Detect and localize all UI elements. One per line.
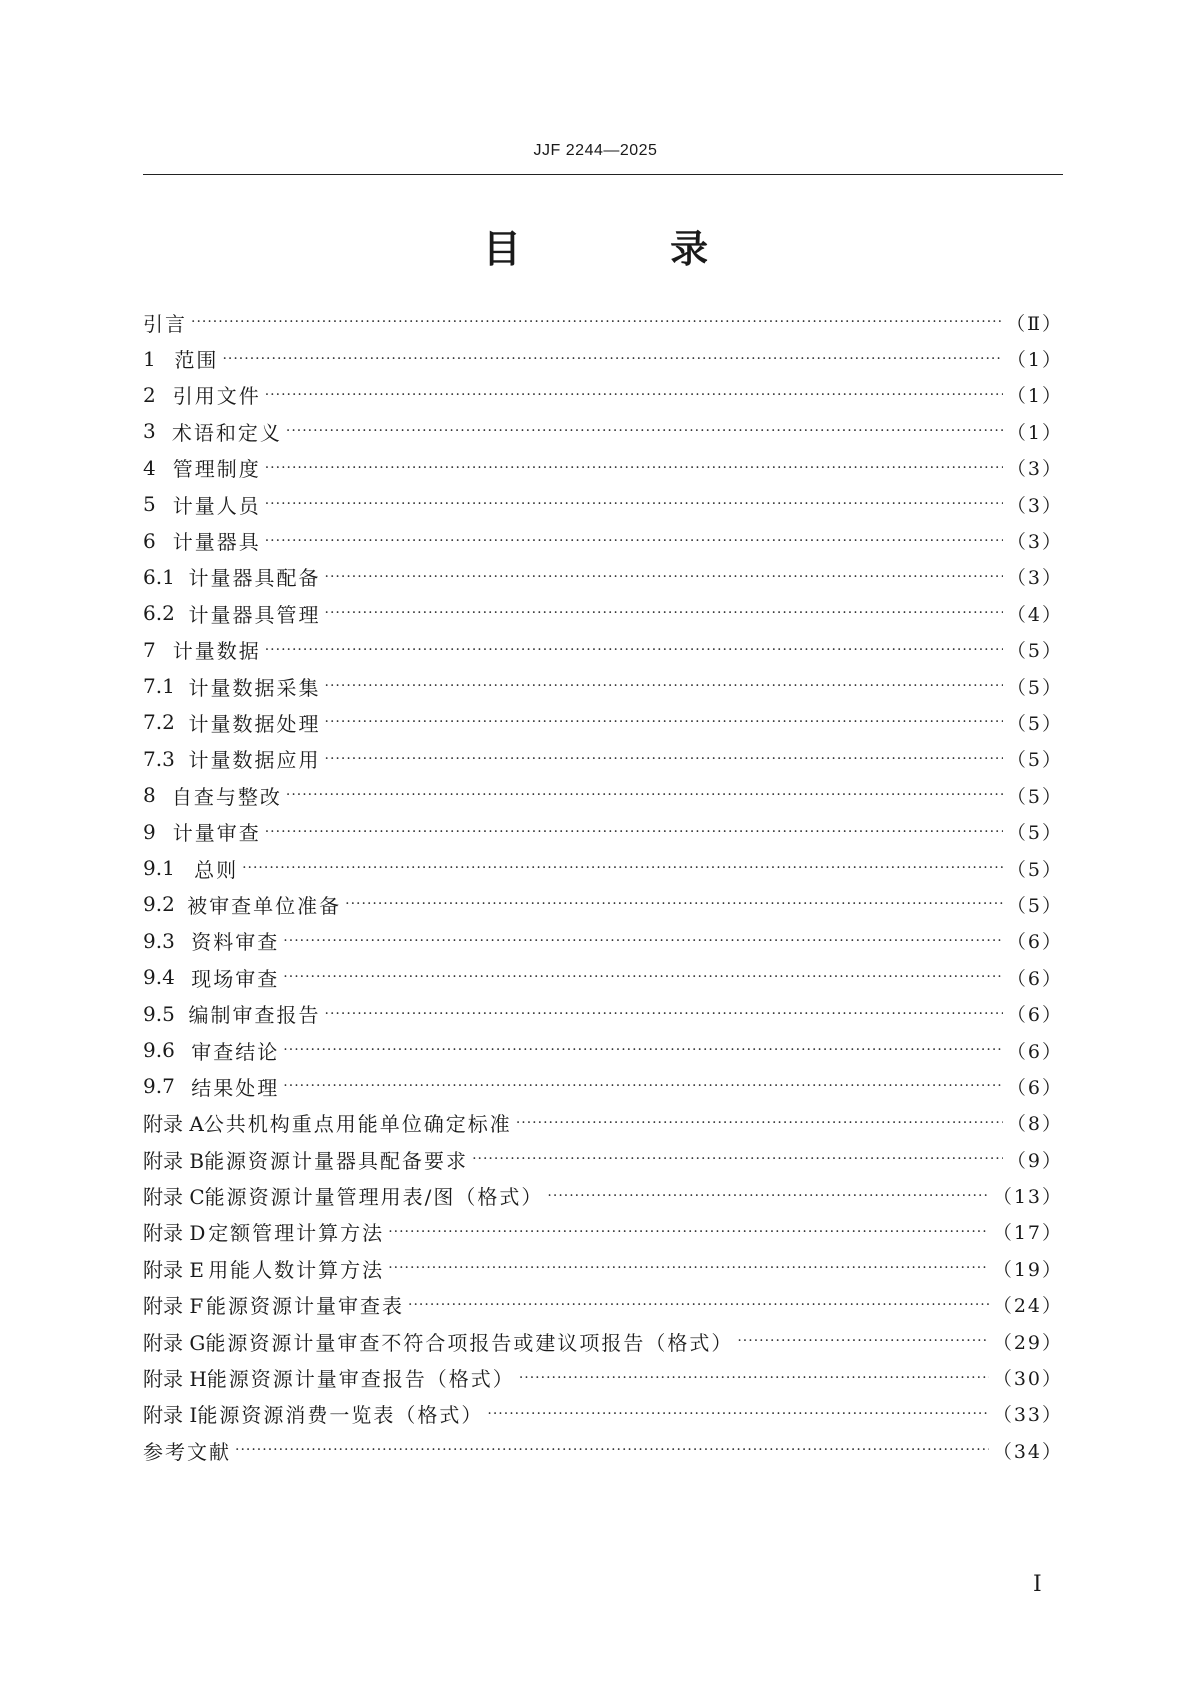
toc-entry-number: 附录 A: [143, 1112, 204, 1137]
toc-entry-label: 审查结论: [191, 1039, 280, 1064]
dot-leader: [408, 1297, 989, 1313]
toc-entry[interactable]: [143, 1323, 1063, 1359]
toc-entry-label: 公共机构重点用能单位确定标准: [203, 1112, 512, 1137]
toc-entry[interactable]: [143, 1250, 1063, 1286]
toc-entry[interactable]: [143, 1141, 1063, 1177]
dot-leader: [325, 569, 1003, 585]
toc-entry[interactable]: [143, 668, 1063, 704]
toc-entry[interactable]: [143, 1068, 1063, 1104]
toc-entry[interactable]: [143, 886, 1063, 922]
toc-entry[interactable]: [143, 559, 1063, 595]
toc-entry-page: （Ⅱ）: [1006, 312, 1063, 335]
toc-entry-label: 引言: [143, 311, 187, 336]
toc-entry[interactable]: [143, 486, 1063, 522]
toc-entry[interactable]: [143, 522, 1063, 558]
toc-entry-number: 6.2: [143, 601, 175, 626]
dot-leader: [325, 751, 1003, 767]
dot-leader: [235, 1442, 989, 1458]
dot-leader: [325, 1006, 1003, 1022]
dot-leader: [286, 423, 1003, 439]
dot-leader: [516, 1115, 1003, 1131]
page-number: Ⅰ: [1033, 1572, 1042, 1597]
toc-entry-number: 9.7: [143, 1074, 175, 1099]
toc-entry-label: 能源资源计量管理用表/图（格式）: [204, 1185, 544, 1210]
toc-entry-page: （1）: [1006, 385, 1063, 408]
toc-entry-label: 能源资源消费一览表（格式）: [197, 1403, 484, 1428]
toc-entry[interactable]: [143, 959, 1063, 995]
dot-leader: [472, 1151, 1003, 1167]
toc-entry[interactable]: [143, 632, 1063, 668]
toc-entry-number: 8: [143, 783, 156, 808]
toc-entry-page: （6）: [1006, 931, 1063, 954]
toc-entry-label: 术语和定义: [171, 420, 282, 445]
toc-entry[interactable]: [143, 1432, 1063, 1468]
toc-entry-number: 9.3: [143, 928, 175, 953]
toc-entry[interactable]: [143, 777, 1063, 813]
toc-entry-label: 范围: [174, 348, 219, 373]
toc-entry[interactable]: [143, 1032, 1063, 1068]
toc-entry-label: 引用文件: [172, 384, 261, 409]
toc-entry-page: （33）: [992, 1404, 1063, 1427]
toc-entry-number: 附录 C: [143, 1185, 205, 1210]
dot-leader: [265, 387, 1003, 403]
toc-entry-number: 6: [143, 528, 156, 553]
toc-entry-number: 5: [143, 492, 156, 517]
toc-entry-label: 自查与整改: [171, 784, 282, 809]
toc-entry-page: （6）: [1006, 1040, 1063, 1063]
toc-entry-page: （24）: [992, 1295, 1063, 1318]
toc-entry-page: （3）: [1006, 458, 1063, 481]
toc-entry-label: 计量人员: [172, 493, 261, 518]
header-rule: [143, 174, 1063, 175]
toc-entry-page: （3）: [1006, 567, 1063, 590]
toc-entry[interactable]: [143, 704, 1063, 740]
toc-entry-page: （5）: [1006, 858, 1063, 881]
toc-entry-label: 资料审查: [191, 930, 280, 955]
toc-entry-page: （5）: [1006, 894, 1063, 917]
toc-entry[interactable]: [143, 741, 1063, 777]
toc-entry-number: 9.6: [143, 1038, 175, 1062]
toc-entry-number: 附录 E: [143, 1257, 204, 1282]
toc-entry-page: （6）: [1006, 1004, 1063, 1027]
toc-entry-number: 附录 H: [143, 1367, 207, 1392]
toc-entry-label: 能源资源计量审查报告（格式）: [206, 1367, 515, 1392]
toc-entry-label: 总则: [194, 857, 239, 882]
toc-entry-page: （3）: [1006, 531, 1063, 554]
toc-entry-label: 计量审查: [172, 821, 261, 846]
dot-leader: [283, 1078, 1003, 1094]
toc-entry[interactable]: [143, 1359, 1063, 1395]
toc-entry-number: 1: [143, 346, 156, 371]
toc-entry-page: （30）: [992, 1368, 1063, 1391]
toc-entry-number: 7.1: [143, 674, 175, 699]
dot-leader: [325, 678, 1003, 694]
toc-entry-number: 9.2: [143, 892, 175, 917]
dot-leader: [519, 1370, 989, 1386]
toc-entry[interactable]: [143, 1214, 1063, 1250]
toc-entry-label: 能源资源计量审查不符合项报告或建议项报告（格式）: [205, 1330, 734, 1355]
toc-entry-label: 计量数据: [172, 639, 261, 664]
standard-code: JJF 2244—2025: [533, 142, 658, 159]
toc-entry-label: 计量数据采集: [188, 675, 321, 700]
dot-leader: [265, 642, 1003, 658]
toc-entry-number: 7.3: [143, 746, 175, 771]
dot-leader: [265, 496, 1003, 512]
toc-entry-number: 9.1: [143, 856, 175, 881]
toc-entry-label: 结果处理: [191, 1075, 280, 1100]
toc-entry-page: （29）: [992, 1331, 1063, 1354]
toc-entry-label: 能源资源计量器具配备要求: [204, 1148, 469, 1173]
toc-entry[interactable]: [143, 304, 1063, 340]
table-of-contents: [143, 304, 1063, 1469]
dot-leader: [286, 787, 1003, 803]
toc-entry-page: （5）: [1006, 749, 1063, 772]
toc-entry[interactable]: [143, 1105, 1063, 1141]
dot-leader: [487, 1406, 988, 1422]
toc-entry[interactable]: [143, 340, 1063, 376]
toc-entry[interactable]: [143, 1287, 1063, 1323]
dot-leader: [283, 969, 1003, 985]
toc-entry[interactable]: [143, 1396, 1063, 1432]
dot-leader: [283, 933, 1003, 949]
toc-entry[interactable]: [143, 450, 1063, 486]
dot-leader: [388, 1260, 989, 1276]
toc-entry[interactable]: [143, 595, 1063, 631]
toc-entry-number: 附录 F: [143, 1294, 204, 1319]
toc-entry-number: 附录 I: [143, 1403, 198, 1428]
toc-entry-page: （5）: [1006, 822, 1063, 845]
toc-entry-label: 计量数据处理: [188, 711, 321, 736]
dot-leader: [345, 896, 1003, 912]
toc-entry-page: （3）: [1006, 494, 1063, 517]
toc-entry[interactable]: [143, 813, 1063, 849]
toc-entry-number: 9.4: [143, 965, 175, 990]
toc-entry-page: （1）: [1006, 349, 1063, 372]
toc-entry-page: （19）: [992, 1258, 1063, 1281]
toc-entry-page: （5）: [1006, 785, 1063, 808]
toc-entry-number: 7.2: [143, 710, 175, 735]
toc-entry-page: （17）: [992, 1222, 1063, 1245]
toc-entry-label: 计量器具: [172, 530, 261, 555]
toc-entry-label: 现场审查: [191, 966, 280, 991]
toc-entry-number: 7: [143, 637, 156, 662]
toc-entry-label: 计量器具管理: [188, 602, 321, 627]
toc-entry[interactable]: [143, 413, 1063, 449]
toc-entry-label: 定额管理计算方法: [208, 1221, 385, 1246]
toc-entry-label: 被审查单位准备: [187, 893, 342, 918]
toc-entry-page: （1）: [1006, 421, 1063, 444]
toc-entry-page: （4）: [1006, 603, 1063, 626]
toc-entry-number: 附录 D: [143, 1221, 206, 1246]
toc-entry-label: 用能人数计算方法: [208, 1257, 385, 1282]
toc-entry[interactable]: [143, 850, 1063, 886]
toc-entry-page: （5）: [1006, 712, 1063, 735]
dot-leader: [547, 1188, 988, 1204]
toc-entry-label: 参考文献: [143, 1439, 231, 1464]
toc-entry[interactable]: [143, 377, 1063, 413]
toc-entry-number: 4: [143, 455, 156, 480]
toc-entry-label: 计量器具配备: [188, 566, 321, 591]
toc-entry-page: （5）: [1006, 676, 1063, 699]
dot-leader: [191, 314, 1002, 330]
toc-entry-number: 3: [143, 419, 156, 444]
dot-leader: [265, 533, 1003, 549]
toc-entry-page: （13）: [992, 1186, 1063, 1209]
toc-entry[interactable]: [143, 995, 1063, 1031]
toc-entry-number: 附录 G: [143, 1330, 206, 1355]
dot-leader: [242, 860, 1003, 876]
dot-leader: [325, 714, 1003, 730]
toc-entry-page: （8）: [1006, 1113, 1063, 1136]
page-title: 目 录: [482, 227, 777, 271]
toc-entry-number: 2: [143, 382, 156, 407]
dot-leader: [737, 1333, 988, 1349]
dot-leader: [222, 351, 1002, 367]
dot-leader: [283, 1042, 1003, 1058]
toc-entry-label: 能源资源计量审查表: [206, 1294, 405, 1319]
toc-entry[interactable]: [143, 1177, 1063, 1213]
toc-entry[interactable]: [143, 923, 1063, 959]
toc-entry-number: 附录 B: [143, 1148, 205, 1173]
toc-entry-label: 管理制度: [172, 457, 261, 482]
dot-leader: [325, 605, 1003, 621]
toc-entry-number: 9.5: [143, 1001, 175, 1026]
toc-entry-page: （6）: [1006, 1076, 1063, 1099]
toc-entry-number: 9: [143, 819, 156, 844]
toc-entry-label: 编制审查报告: [188, 1003, 321, 1028]
toc-entry-page: （5）: [1006, 640, 1063, 663]
dot-leader: [265, 460, 1003, 476]
dot-leader: [388, 1224, 989, 1240]
toc-entry-page: （9）: [1006, 1149, 1063, 1172]
toc-entry-number: 6.1: [143, 564, 175, 589]
toc-entry-page: （6）: [1006, 967, 1063, 990]
dot-leader: [265, 824, 1003, 840]
toc-entry-page: （34）: [992, 1440, 1063, 1463]
toc-entry-label: 计量数据应用: [188, 748, 321, 773]
